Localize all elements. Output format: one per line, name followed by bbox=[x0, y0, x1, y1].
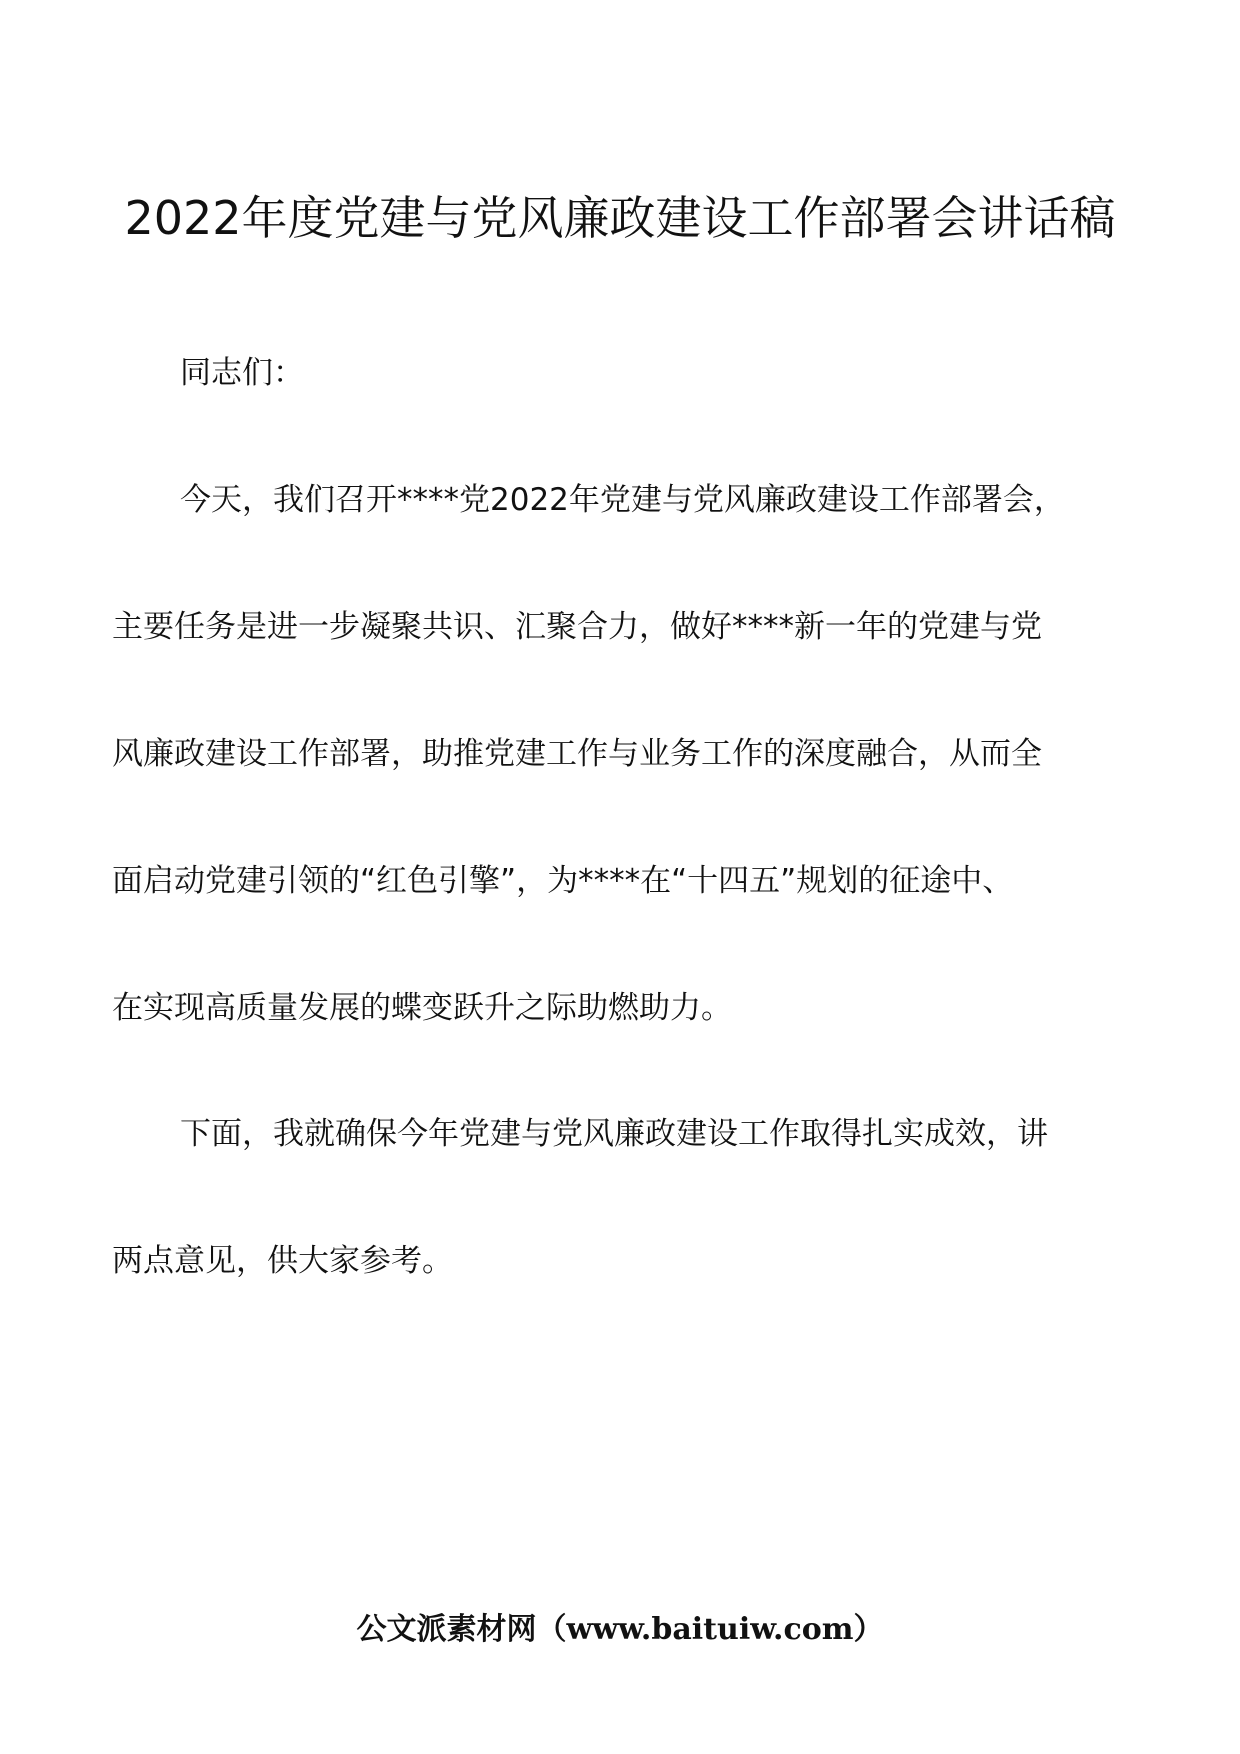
paragraph-2-line-2: 两点意见，供大家参考。 bbox=[112, 1243, 453, 1279]
salutation bbox=[112, 310, 1152, 437]
paragraph-2 bbox=[112, 1071, 1152, 1325]
salutation-line: 同志们： bbox=[180, 355, 304, 391]
document-title: 2022年度党建与党风廉政建设工作部署会讲话稿 bbox=[124, 191, 1116, 245]
footer-watermark: 公文派素材网（www.baituiw.com） bbox=[356, 1612, 884, 1647]
paragraph-2-line-1: 下面，我就确保今年党建与党风廉政建设工作取得扎实成效，讲 bbox=[180, 1116, 1048, 1152]
paragraph-1-line-1: 今天，我们召开****党2022年党建与党风廉政建设工作部署会， bbox=[180, 482, 1065, 518]
paragraph-1-line-3: 风廉政建设工作部署，助推党建工作与业务工作的深度融合，从而全 bbox=[112, 736, 1042, 772]
paragraph-1-line-4: 面启动党建引领的“红色引擎”，为****在“十四五”规划的征途中、 bbox=[112, 863, 1014, 899]
paragraph-1 bbox=[112, 437, 1152, 1072]
paragraph-1-line-5: 在实现高质量发展的蝶变跃升之际助燃助力。 bbox=[112, 990, 732, 1026]
paragraph-1-line-2: 主要任务是进一步凝聚共识、汇聚合力，做好****新一年的党建与党 bbox=[112, 609, 1042, 645]
